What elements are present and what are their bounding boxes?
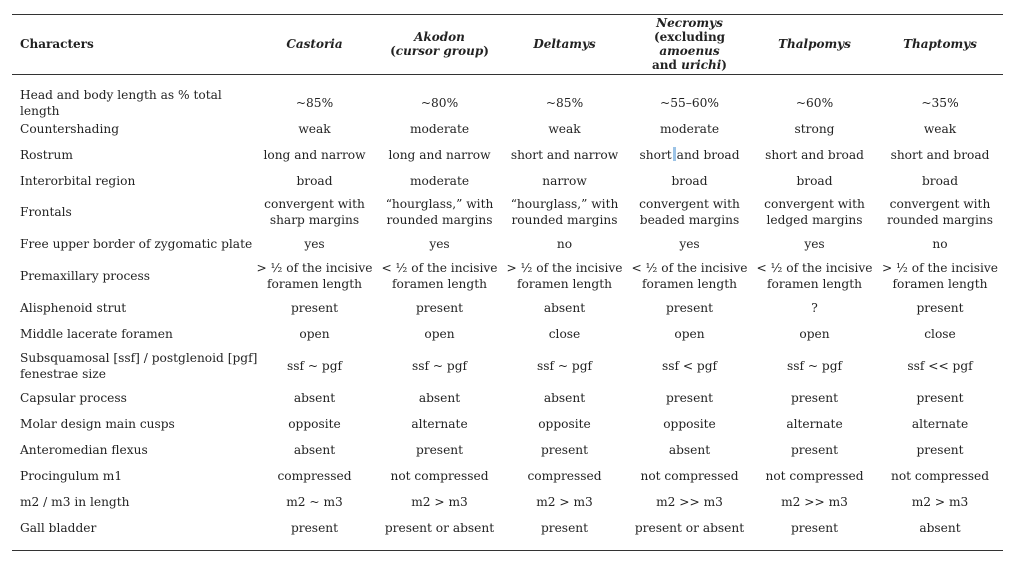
cell-deltamys: present bbox=[540, 443, 589, 457]
cell-thaptomys: close bbox=[924, 327, 956, 341]
cell-thalpomys: present bbox=[790, 391, 839, 405]
cell-necromys: moderate bbox=[659, 122, 720, 136]
cell-castoria: convergent with sharp margins bbox=[264, 197, 365, 227]
cell-deltamys: compressed bbox=[527, 469, 602, 483]
cell-necromys: m2 >> m3 bbox=[656, 495, 723, 509]
cell-thaptomys: short and broad bbox=[890, 148, 990, 162]
cell-deltamys: “hourglass,” with rounded margins bbox=[510, 197, 619, 227]
header-akodon-genus: Akodon bbox=[414, 30, 465, 44]
cell-castoria: broad bbox=[296, 174, 333, 188]
cell-necromys: ssf < pgf bbox=[661, 359, 718, 373]
cell-necromys: present bbox=[665, 301, 714, 315]
row-label: Rostrum bbox=[20, 148, 73, 162]
cell-thaptomys: no bbox=[932, 237, 948, 251]
table-row bbox=[12, 518, 1003, 538]
table-row bbox=[12, 145, 1003, 165]
cell-necromys: ~55–60% bbox=[660, 96, 719, 110]
cell-thalpomys: alternate bbox=[786, 417, 843, 431]
row-label: Gall bladder bbox=[20, 521, 97, 535]
cell-castoria: ~85% bbox=[295, 96, 334, 110]
cell-akodon: “hourglass,” with rounded margins bbox=[385, 197, 494, 227]
header-thalpomys-text: Thalpomys bbox=[778, 37, 851, 51]
cell-castoria: ssf ~ pgf bbox=[286, 359, 343, 373]
cell-necromys: opposite bbox=[663, 417, 716, 431]
cell-deltamys: close bbox=[548, 327, 581, 341]
cell-necromys: convergent with beaded margins bbox=[639, 197, 740, 227]
cell-thalpomys: < ½ of the incisive foramen length bbox=[756, 261, 873, 291]
table-row bbox=[12, 298, 1003, 318]
cell-castoria: absent bbox=[293, 391, 336, 405]
cell-thaptomys: present bbox=[916, 301, 964, 315]
header-thaptomys-text: Thaptomys bbox=[903, 37, 977, 51]
cell-necromys-part-a: short bbox=[639, 148, 672, 162]
cell-castoria: absent bbox=[293, 443, 336, 457]
cell-castoria: yes bbox=[304, 237, 325, 251]
header-akodon: Akodon (cursor group) bbox=[390, 30, 489, 58]
cell-thalpomys: not compressed bbox=[765, 469, 864, 483]
cell-akodon: absent bbox=[418, 391, 461, 405]
cell-deltamys: absent bbox=[543, 301, 586, 315]
table-header-rule bbox=[12, 74, 1003, 75]
cell-thalpomys: ~60% bbox=[795, 96, 834, 110]
header-castoria-text: Castoria bbox=[286, 37, 343, 51]
table-row bbox=[12, 466, 1003, 486]
row-label: Subsquamosal [ssf] / postglenoid [pgf] fenestrae size bbox=[20, 351, 258, 381]
cell-thalpomys: open bbox=[799, 327, 830, 341]
cell-castoria: open bbox=[299, 327, 330, 341]
cell-thaptomys: alternate bbox=[911, 417, 969, 431]
header-necromys-excl: (excluding bbox=[653, 30, 726, 44]
header-deltamys-text: Deltamys bbox=[533, 37, 596, 51]
table-row bbox=[12, 171, 1003, 191]
table-row bbox=[12, 119, 1003, 139]
cell-thalpomys: strong bbox=[794, 122, 835, 136]
header-deltamys bbox=[502, 14, 627, 74]
cell-necromys-part-b: and broad bbox=[676, 148, 740, 162]
cell-akodon: long and narrow bbox=[388, 148, 491, 162]
cell-akodon: not compressed bbox=[390, 469, 489, 483]
cell-deltamys: > ½ of the incisive foramen length bbox=[506, 261, 623, 291]
cell-thaptomys: > ½ of the incisive foramen length bbox=[881, 261, 999, 291]
cell-necromys: < ½ of the incisive foramen length bbox=[631, 261, 748, 291]
cell-deltamys: ssf ~ pgf bbox=[536, 359, 593, 373]
cell-necromys: present or absent bbox=[634, 521, 745, 535]
table-row bbox=[12, 388, 1003, 408]
header-characters: Characters bbox=[20, 37, 94, 51]
cell-akodon: ssf ~ pgf bbox=[411, 359, 468, 373]
cell-deltamys: ~85% bbox=[545, 96, 584, 110]
table-row bbox=[12, 88, 1003, 118]
table-row bbox=[12, 195, 1003, 229]
row-label: Premaxillary process bbox=[20, 269, 150, 283]
header-thalpomys bbox=[752, 14, 877, 74]
cell-thalpomys: ssf ~ pgf bbox=[786, 359, 843, 373]
cell-thaptomys: broad bbox=[921, 174, 959, 188]
row-label: Head and body length as % total length bbox=[20, 88, 222, 118]
cell-thalpomys: present bbox=[790, 521, 839, 535]
header-akodon-group: cursor group bbox=[395, 44, 484, 58]
row-label: Procingulum m1 bbox=[20, 469, 123, 483]
cell-necromys: yes bbox=[679, 237, 700, 251]
cell-deltamys: no bbox=[556, 237, 573, 251]
cell-deltamys: weak bbox=[548, 122, 581, 136]
header-necromys-urichi: urichi bbox=[681, 58, 722, 72]
cell-deltamys: present bbox=[540, 521, 589, 535]
header-castoria bbox=[252, 14, 377, 74]
cell-necromys: broad bbox=[671, 174, 708, 188]
cell-castoria: present bbox=[290, 521, 339, 535]
cell-castoria: m2 ~ m3 bbox=[286, 495, 343, 509]
cell-castoria: > ½ of the incisive foramen length bbox=[256, 261, 373, 291]
row-label: Anteromedian flexus bbox=[20, 443, 148, 457]
cell-necromys: not compressed bbox=[640, 469, 739, 483]
cell-thaptomys: ~35% bbox=[921, 96, 959, 110]
cell-thalpomys: m2 >> m3 bbox=[781, 495, 848, 509]
cell-akodon: yes bbox=[429, 237, 450, 251]
table-row bbox=[12, 349, 1003, 383]
table-row bbox=[12, 259, 1003, 293]
cell-akodon: present bbox=[415, 443, 464, 457]
row-label: Countershading bbox=[20, 122, 120, 136]
row-label: Free upper border of zygomatic plate bbox=[20, 237, 253, 251]
row-label: Capsular process bbox=[20, 391, 127, 405]
table-bottom-rule bbox=[12, 550, 1003, 551]
cell-thalpomys: yes bbox=[804, 237, 825, 251]
cell-deltamys: short and narrow bbox=[510, 148, 619, 162]
table-row bbox=[12, 234, 1003, 254]
cell-necromys: absent bbox=[668, 443, 711, 457]
row-label: Interorbital region bbox=[20, 174, 136, 188]
cell-thalpomys: present bbox=[790, 443, 839, 457]
table-row bbox=[12, 414, 1003, 434]
header-necromys: Necromys (excluding amoenus and urichi) bbox=[652, 16, 727, 72]
header-necromys-and: and bbox=[652, 58, 682, 72]
row-label: Alisphenoid strut bbox=[20, 301, 127, 315]
cell-castoria: present bbox=[290, 301, 339, 315]
header-thaptomys bbox=[877, 14, 1003, 74]
cell-akodon: present bbox=[415, 301, 464, 315]
table-row bbox=[12, 324, 1003, 344]
cell-thaptomys: weak bbox=[923, 122, 957, 136]
table-row bbox=[12, 492, 1003, 512]
row-label: Middle lacerate foramen bbox=[20, 327, 173, 341]
cell-deltamys: opposite bbox=[538, 417, 591, 431]
cell-thaptomys: m2 > m3 bbox=[911, 495, 969, 509]
table-row bbox=[12, 440, 1003, 460]
header-necromys-genus: Necromys bbox=[656, 16, 723, 30]
cell-akodon: alternate bbox=[411, 417, 468, 431]
cell-deltamys: m2 > m3 bbox=[536, 495, 593, 509]
row-label: Frontals bbox=[20, 205, 72, 219]
cell-thaptomys: ssf << pgf bbox=[907, 359, 973, 373]
cell-thalpomys: convergent with ledged margins bbox=[764, 197, 865, 227]
row-label: m2 / m3 in length bbox=[20, 495, 130, 509]
cell-akodon: present or absent bbox=[384, 521, 495, 535]
cell-deltamys: narrow bbox=[542, 174, 587, 188]
cell-thalpomys: ? bbox=[811, 301, 818, 315]
cell-necromys bbox=[627, 145, 752, 165]
cell-akodon: moderate bbox=[409, 174, 470, 188]
cell-necromys: present bbox=[665, 391, 714, 405]
cell-thalpomys: broad bbox=[796, 174, 833, 188]
cell-thaptomys: present bbox=[916, 443, 964, 457]
cell-castoria: compressed bbox=[277, 469, 352, 483]
header-necromys-amoenus: amoenus bbox=[659, 44, 720, 58]
cell-akodon: m2 > m3 bbox=[411, 495, 468, 509]
cell-thaptomys: absent bbox=[919, 521, 961, 535]
text-cursor bbox=[673, 147, 676, 161]
cell-castoria: weak bbox=[298, 122, 331, 136]
cell-necromys: open bbox=[674, 327, 705, 341]
cell-thalpomys: short and broad bbox=[765, 148, 864, 162]
cell-castoria: long and narrow bbox=[263, 148, 366, 162]
cell-thaptomys: present bbox=[916, 391, 964, 405]
cell-akodon: open bbox=[424, 327, 455, 341]
cell-akodon: moderate bbox=[409, 122, 470, 136]
cell-thaptomys: convergent with rounded margins bbox=[886, 197, 993, 227]
row-label: Molar design main cusps bbox=[20, 417, 175, 431]
cell-thaptomys: not compressed bbox=[890, 469, 990, 483]
cell-akodon: < ½ of the incisive foramen length bbox=[381, 261, 498, 291]
cell-castoria: opposite bbox=[288, 417, 341, 431]
cell-deltamys: absent bbox=[543, 391, 586, 405]
cell-akodon: ~80% bbox=[420, 96, 459, 110]
